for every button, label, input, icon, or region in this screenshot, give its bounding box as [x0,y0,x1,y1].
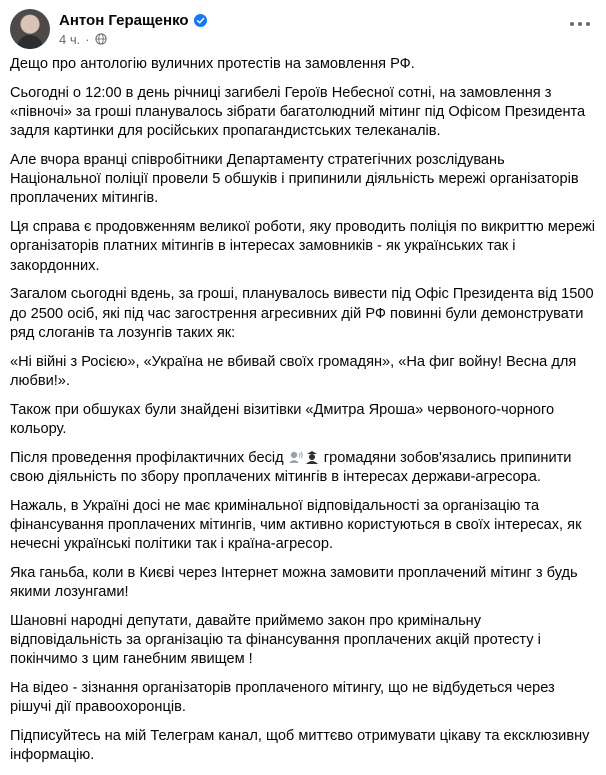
post-text [10,55,596,775]
author-avatar[interactable] [10,9,50,49]
author-name[interactable]: Антон Геращенко [59,12,189,29]
post-paragraph: Підписуйтесь на мій Телеграм канал, щоб миттєво отримувати цікаву та ексклюзивну інформацію. [10,728,590,764]
post-paragraph: Також при обшуках були знайдені візитівки «Дмитра Яроша» червоного-чорного кольору. [10,401,555,437]
police-officer-emoji-icon [304,450,320,464]
author-row [59,11,207,31]
post-paragraph: «Ні війні з Росією», «Україна не вбивай своїх громадян», «На фиг войну! Весна для любви!». [10,353,577,389]
more-options-dot [586,22,590,26]
globe-icon [95,33,107,45]
post-timestamp[interactable]: 4 ч. [59,31,81,47]
verified-badge-icon [194,14,207,27]
speaking-emoji-icon [288,450,304,464]
post-paragraph: Сьогодні о 12:00 в день річниці загибелі Героїв Небесної сотні, на замовлення з «півночі» за гроші планувалось зібрати багатолюдний мітинг під Офісом Президента задля картинки для російських пропагандистських телеканалів. [10,84,586,140]
post-text-segment: Після проведення профілактичних бесід [10,449,284,466]
separator-dot: · [85,31,90,47]
post-paragraph: Ця справа є продовженням великої роботи, яку проводить поліція по викриттю мережі організаторів платних мітингів в інтересах замовників - як українських так і закордонних. [10,219,596,274]
post-header [10,9,207,49]
post-meta [59,11,207,48]
post-paragraph: Загалом сьогодні вдень, за гроші, планувалось вивести під Офіс Президента від 1500 до 2500 осіб, які під час загострення агресивних дій РФ повинні були демонструвати ряд слоганів та лозунгів таких як: [10,286,594,341]
post-paragraph: Яка ганьба, коли в Києві через Інтернет можна замовити проплачений мітинг з будь якими лозунгами! [10,564,578,601]
post-paragraph: Нажаль, в Україні досі не має кримінальної відповідальності за організацію та фінансування проплачених мітингів, чим активно користуються в своїх інтересах, як нечесні українські політики так і країна-агресор. [10,497,582,553]
post-paragraph: На відео - зізнання організаторів проплаченого мітингу, що не відбудеться через рішучі дії правоохоронців. [10,680,555,716]
more-options-dot [578,22,582,26]
more-options-button[interactable] [562,12,598,36]
post-paragraph: Шановні народні депутати, давайте приймемо закон про кримінальну відповідальність за організацію та фінансування проплачених акцій протесту і покінчимо з цим ганебним явищем ! [10,612,541,668]
post-time-row [59,31,207,48]
post-paragraph-with-emoji [10,449,596,487]
post-paragraph: Але вчора вранці співробітники Департаменту стратегічних розслідувань Національної поліції провели 5 обшуків і припинили діяльність мережі організаторів проплачених мітингів. [10,152,579,207]
post-text-segment: громадяни зобов'язались припинити свою діяльність по збору проплачених мітингів в інтересах держави-агресора. [10,449,572,485]
more-options-icon [570,22,574,26]
post-paragraph: Дещо про антологію вуличних протестів на замовлення РФ. [10,56,415,72]
